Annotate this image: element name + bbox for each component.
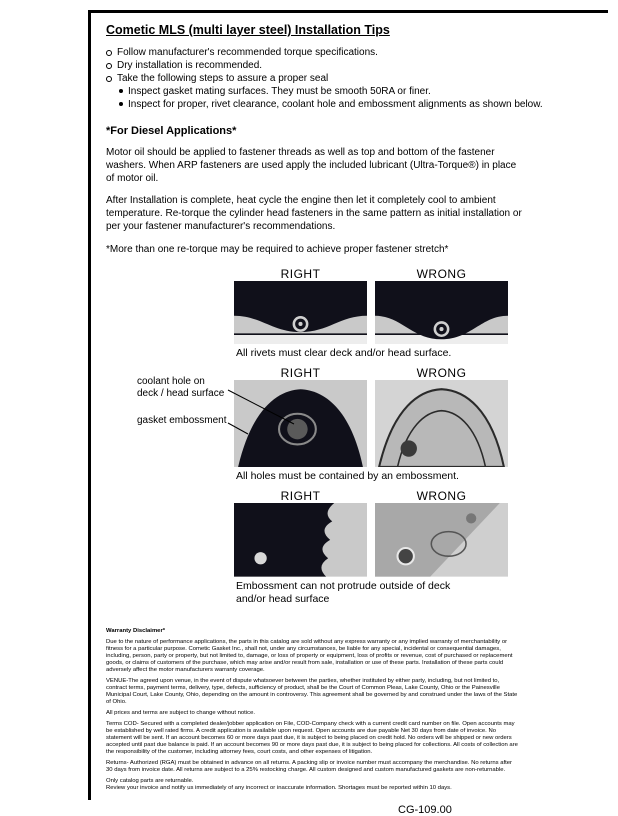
page-frame bbox=[88, 10, 608, 816]
open-bullet-icon bbox=[106, 63, 112, 69]
diagram-row-embossment bbox=[137, 366, 514, 483]
diagram-caption: All holes must be contained by an embossment. bbox=[236, 470, 459, 483]
diagram-row-protrusion bbox=[234, 489, 514, 606]
diagram-image-row bbox=[234, 281, 514, 344]
document-number: CG-109.00 bbox=[398, 804, 452, 816]
diagram-header-row bbox=[234, 267, 514, 281]
wrong-label: WRONG bbox=[416, 366, 467, 381]
protrusion-wrong-diagram bbox=[375, 503, 508, 577]
list-item bbox=[106, 59, 600, 72]
retorque-note: *More than one re-torque may be required to achieve proper fastener stretch* bbox=[106, 244, 449, 255]
filled-bullet-icon bbox=[119, 89, 123, 93]
diesel-applications-heading: *For Diesel Applications* bbox=[106, 125, 237, 137]
diesel-paragraph-1: Motor oil should be applied to fastener threads as well as top and bottom of the fastener washers. When ARP fasteners are used apply the included lubricant (Ultra-Torque®) in place of motor oil. bbox=[106, 147, 517, 184]
disclaimer-paragraph: VENUE-The agreed upon venue, in the event of dispute whatsoever between the parties, whether instituted by either party, including, but not limited to, contract terms, payment terms, delivery, type, defects, sufficiency of product, shall be the Court of Common Pleas, Lake County, Ohio or the Painesville Municipal Court, Lake County, Ohio, depending on the amount in controversy. This agreement shall be governed by and construed under the laws of the State of Ohio. bbox=[106, 678, 518, 706]
diagram-image-row bbox=[234, 503, 514, 577]
coolant-hole-pointer-label bbox=[137, 376, 232, 400]
diagram-header-row bbox=[234, 489, 514, 503]
page-content bbox=[91, 13, 608, 816]
wrong-label: WRONG bbox=[416, 489, 467, 504]
pointer-label-line: deck / head surface bbox=[137, 388, 225, 400]
diagram-image-row bbox=[234, 380, 514, 467]
right-label: RIGHT bbox=[280, 366, 321, 381]
open-bullet-icon bbox=[106, 76, 112, 82]
right-label: RIGHT bbox=[280, 489, 321, 504]
disclaimer-heading: Warranty Disclaimer* bbox=[106, 628, 166, 635]
embossment-right-diagram bbox=[234, 380, 367, 467]
diagram-caption: All rivets must clear deck and/or head surface. bbox=[236, 347, 452, 360]
disclaimer-paragraph: Returns- Authorized (RGA) must be obtained in advance on all returns. A packing slip or invoice number must accompany the merchandise. No returns after 30 days from invoice date. All returns are subject to a 25% restocking charge. All custom designed and custom manufactured gaskets are non-returnable. bbox=[106, 760, 513, 774]
disclaimer-paragraph: All prices and terms are subject to change without notice. bbox=[106, 710, 255, 717]
list-item-text: Follow manufacturer's recommended torque specifications. bbox=[117, 47, 378, 58]
page-title: Cometic MLS (multi layer steel) Installation Tips bbox=[106, 23, 390, 37]
protrusion-right-diagram bbox=[234, 503, 367, 577]
disclaimer-paragraph: Terms COD- Secured with a completed dealer/jobber application on File, COD-Company check with a current credit card number on file. Open accounts may be established by well rated firms. A credit application is available upon request. Open accounts are due payable Net 30 days from date of invoice. No statement will be sent. If an account becomes 60 or more days past due, it is subject to being placed on credit hold. No orders will be shipped or new orders accepted until past due balance is paid. If an account becomes 90 or more days past due, it is subject to being placed for collections. All costs of collection are the responsibility of the customer, including attorney fees, court costs, and other expenses of litigation. bbox=[106, 721, 518, 756]
right-label: RIGHT bbox=[280, 267, 321, 281]
diagram-section bbox=[106, 267, 600, 606]
diagram-row-rivets bbox=[234, 267, 514, 360]
diagram-header-row bbox=[234, 366, 514, 380]
wrong-label: WRONG bbox=[416, 267, 467, 281]
disclaimer-paragraph: Due to the nature of performance applications, the parts in this catalog are sold without any express warranty or any implied warranty of merchantability or fitness for a particular purpose. Cometic Gasket Inc., shall not, under any circumstances, be liable for any special, incidental or consequential damages, including, person, party or property, but not limited to, damage, or loss of property or equipment, loss of profits or revenue, cost of purchased or replacement goods, or claims of customers of the purchase, which may arise and/or result from sale, installation or use of these parts. Installation of these parts could adversely affect the motor manufacturers warranty coverage. bbox=[106, 639, 513, 674]
gasket-embossment-pointer-label: gasket embossment bbox=[137, 415, 227, 427]
diagram-caption: Embossment can not protrude outside of deck and/or head surface bbox=[236, 580, 451, 606]
disclaimer-paragraph: Only catalog parts are returnable. bbox=[106, 778, 194, 785]
embossment-wrong-diagram bbox=[375, 380, 508, 467]
rivet-wrong-diagram bbox=[375, 281, 508, 344]
diesel-paragraph-2: After Installation is complete, heat cycle the engine then let it completely cool to ambient temperature. Re-torque the cylinder head fasteners in the same pattern as initial installation or per your fastener manufacturer's recommendations. bbox=[106, 195, 522, 232]
list-item-text: Dry installation is recommended. bbox=[117, 60, 263, 71]
open-bullet-icon bbox=[106, 50, 112, 56]
sub-list-item-text: Inspect gasket mating surfaces. They must be smooth 50RA or finer. bbox=[128, 86, 431, 97]
disclaimer-paragraph: Review your invoice and notify us immediately of any incorrect or inaccurate information. Shortages must be reported within 10 days. bbox=[106, 785, 452, 792]
warranty-disclaimer bbox=[106, 628, 518, 792]
rivet-right-diagram bbox=[234, 281, 367, 344]
sub-list-item bbox=[119, 98, 600, 111]
list-item-text: Take the following steps to assure a proper seal bbox=[117, 73, 329, 84]
pointer-label-line: coolant hole on bbox=[137, 376, 205, 388]
filled-bullet-icon bbox=[119, 102, 123, 106]
list-item bbox=[106, 46, 600, 59]
sub-list-item-text: Inspect for proper, rivet clearance, coolant hole and embossment alignments as shown below. bbox=[128, 99, 543, 110]
sub-list-item bbox=[119, 85, 600, 98]
list-item bbox=[106, 72, 600, 85]
